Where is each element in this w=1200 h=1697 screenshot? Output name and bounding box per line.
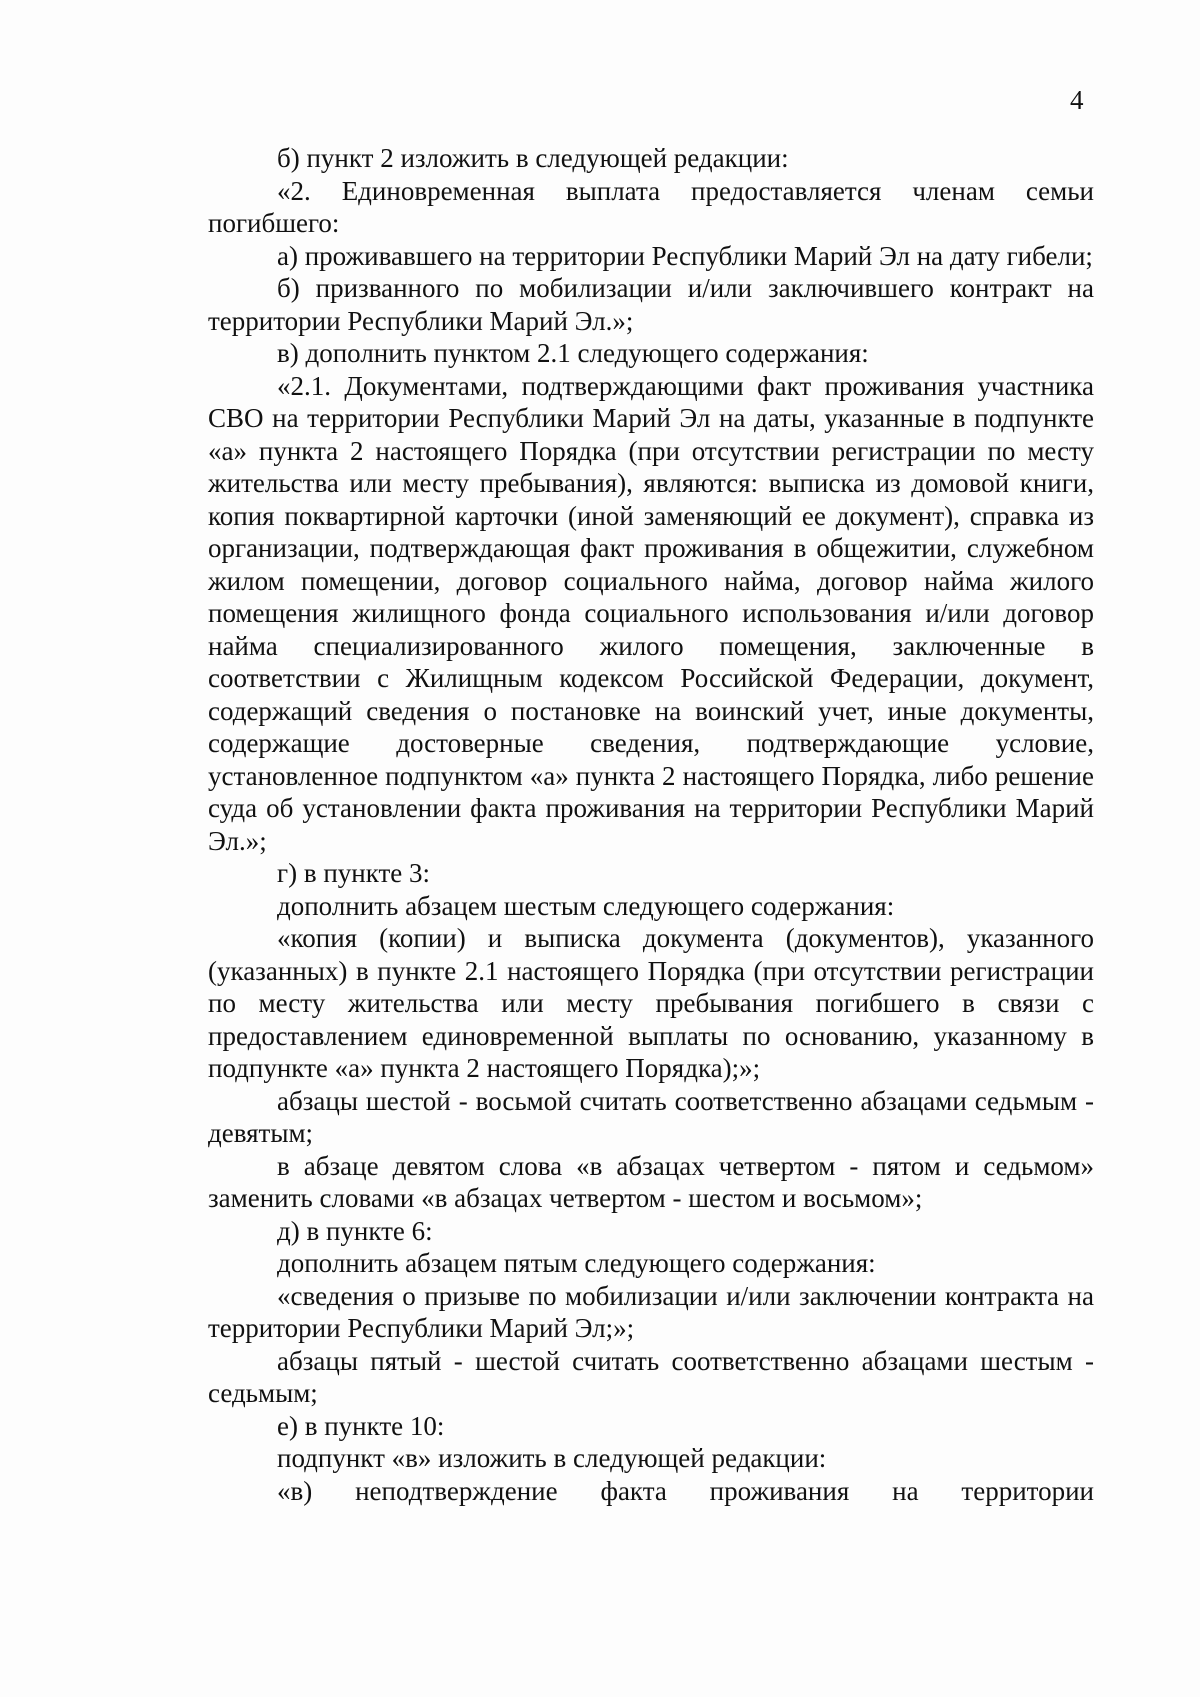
- paragraph-item-v: в) дополнить пунктом 2.1 следующего содержания:: [277, 338, 869, 368]
- paragraph-item-d: д) в пункте 6:: [277, 1215, 433, 1246]
- paragraph-subitem-b: б) призванного по мобилизации и/или заключившего контракт на территории Республики Марий Эл.»;: [208, 273, 1094, 336]
- page-number: 4: [1070, 85, 1084, 115]
- paragraph-subitem-a: а) проживавшего на территории Республики Марий Эл на дату гибели;: [277, 240, 1093, 271]
- paragraph-add-sixth-abzac: дополнить абзацем шестым следующего содержания:: [277, 890, 895, 921]
- paragraph-clause-2-text: «2. Единовременная выплата предоставляется членам семьи погибшего:: [208, 175, 1094, 238]
- paragraph-mobilization-info: «сведения о призыве по мобилизации и/или заключении контракта на территории Республики Марий Эл;»;: [208, 1280, 1094, 1343]
- paragraph-item-b-clause-2: б) пункт 2 изложить в следующей редакции:: [277, 143, 789, 173]
- document-body: [208, 142, 1094, 1507]
- paragraph-ninth-abzac-words: в абзаце девятом слова «в абзацах четвертом - пятом и седьмом» заменить словами «в абзацах четвертом - шестом и восьмом»;: [208, 1150, 1094, 1213]
- paragraph-subitem-v-redaction: подпункт «в» изложить в следующей редакции:: [277, 1443, 827, 1473]
- paragraph-add-fifth-abzac: дополнить абзацем пятым следующего содержания:: [277, 1248, 876, 1278]
- paragraph-item-g: г) в пункте 3:: [277, 858, 431, 888]
- paragraph-renumber-abzacs-5-6: абзацы пятый - шестой считать соответственно абзацами шестым - седьмым;: [208, 1345, 1094, 1408]
- paragraph-copy-extract: «копия (копии) и выписка документа (документов), указанного (указанных) в пункте 2.1 настоящего Порядка (при отсутствии регистрации по месту жительства или месту пребывания погибшего в связи с предоставлением единовременной выплаты по основанию, указанному в подпункте «а» пункта 2 настоящего Порядка);»;: [208, 923, 1094, 1083]
- paragraph-renumber-abzacs-6-8: абзацы шестой - восьмой считать соответственно абзацами седьмым - девятым;: [208, 1085, 1094, 1148]
- paragraph-clause-2-1: «2.1. Документами, подтверждающими факт проживания участника СВО на территории Республики Марий Эл на даты, указанные в подпункте «а» пункта 2 настоящего Порядка (при отсутствии регистрации по месту жительства или месту пребывания), являются: выписка из домовой книги, копия поквартирной карточки (иной заменяющий ее документ), справка из организации, подтверждающая факт проживания в общежитии, служебном жилом помещении, договор социального найма, договор найма жилого помещения жилищного фонда социального использования и/или договор найма специализированного жилого помещения, заключенные в соответствии с Жилищным кодексом Российской Федерации, документ, содержащий сведения о постановке на воинский учет, иные документы, содержащие достоверные сведения, подтверждающие условие, установленное подпунктом «а» пункта 2 настоящего Порядка, либо решение суда об установлении факта проживания на территории Республики Марий Эл.»;: [208, 370, 1094, 856]
- paragraph-item-e: е) в пункте 10:: [277, 1410, 445, 1441]
- paragraph-non-confirmation: «в) неподтверждение факта проживания на территории: [277, 1475, 1094, 1506]
